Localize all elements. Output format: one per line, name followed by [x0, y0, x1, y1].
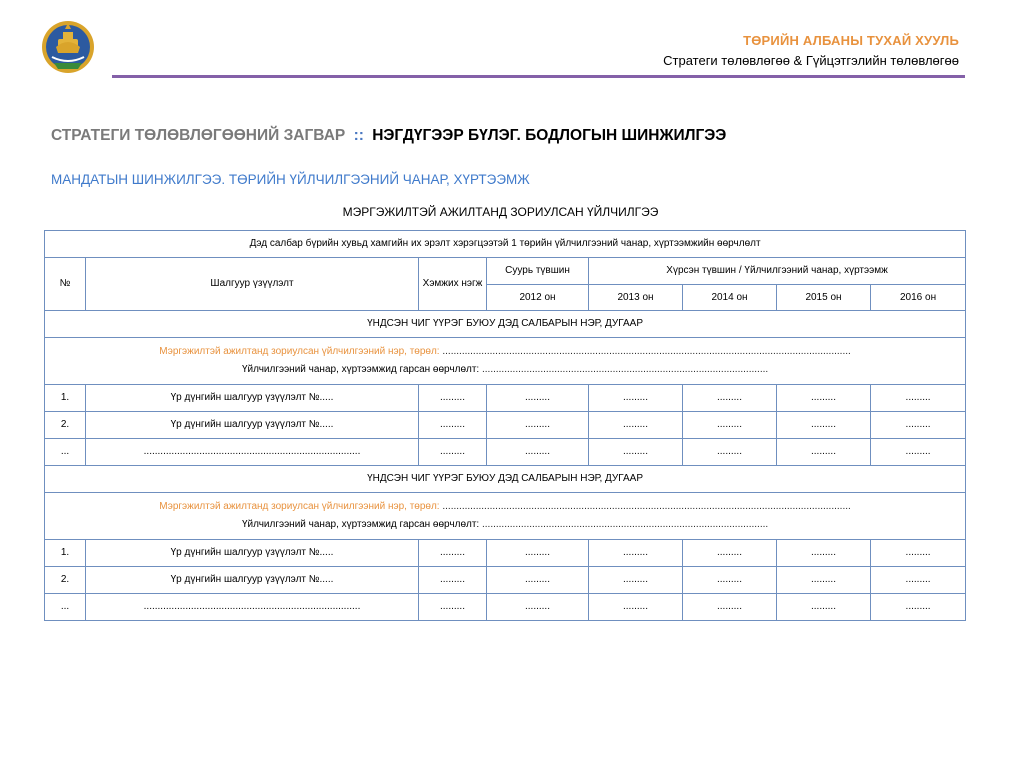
section-subtitle: МАНДАТЫН ШИНЖИЛГЭЭ. ТӨРИЙН ҮЙЛЧИЛГЭЭНИЙ ЧАНАР, ХҮРТЭЭМЖ	[51, 172, 530, 187]
row-value-2013: .........	[589, 412, 683, 439]
header-subtitle: Стратеги төлөвлөгөө & Гүйцэтгэлийн төлөвлөгөө	[663, 53, 959, 68]
row-value-2016: .........	[871, 567, 966, 594]
table-row	[45, 594, 966, 621]
row-value-2012: .........	[487, 412, 589, 439]
row-unit: .........	[419, 594, 487, 621]
row-value-2015: .........	[777, 412, 871, 439]
header-title: ТӨРИЙН АЛБАНЫ ТУХАЙ ХУУЛЬ	[743, 33, 959, 48]
service-change-line	[48, 519, 962, 531]
section-heading: ҮНДСЭН ЧИГ ҮҮРЭГ БУЮУ ДЭД САЛБАРЫН НЭР, ДУГААР	[45, 311, 966, 338]
table-row	[45, 540, 966, 567]
table-row	[45, 439, 966, 466]
table-row	[45, 567, 966, 594]
row-value-2016: .........	[871, 540, 966, 567]
table-caption: МЭРГЭЖИЛТЭЙ АЖИЛТАНД ЗОРИУЛСАН ҮЙЛЧИЛГЭЭ	[342, 205, 659, 219]
col-header-number: №	[45, 258, 86, 311]
page-title	[51, 127, 726, 145]
row-value-2014: .........	[683, 594, 777, 621]
year-2015: 2015 он	[777, 285, 871, 311]
service-change-blank: .......................................................................................................	[481, 519, 769, 530]
row-unit: .........	[419, 412, 487, 439]
col-header-base: Суурь түвшин	[487, 258, 589, 285]
row-value-2012: .........	[487, 540, 589, 567]
service-change-blank: .......................................................................................................	[481, 364, 769, 375]
row-value-2015: .........	[777, 385, 871, 412]
row-value-2014: .........	[683, 412, 777, 439]
col-header-indicator: Шалгуур үзүүлэлт	[86, 258, 419, 311]
row-unit: .........	[419, 540, 487, 567]
page-title-part2: НЭГДҮГЭЭР БҮЛЭГ. БОДЛОГЫН ШИНЖИЛГЭЭ	[372, 127, 727, 144]
row-value-2014: .........	[683, 540, 777, 567]
row-number: 1.	[45, 385, 86, 412]
row-number: 2.	[45, 412, 86, 439]
section-info	[45, 493, 966, 540]
section-info	[45, 338, 966, 385]
row-value-2015: .........	[777, 439, 871, 466]
row-indicator: Үр дүнгийн шалгуур үзүүлэлт №.....	[86, 412, 419, 439]
row-value-2016: .........	[871, 439, 966, 466]
row-value-2013: .........	[589, 594, 683, 621]
row-indicator: Үр дүнгийн шалгуур үзүүлэлт №.....	[86, 567, 419, 594]
service-name-line	[48, 501, 962, 513]
page-title-part1: СТРАТЕГИ ТӨЛӨВЛӨГӨӨНИЙ ЗАГВАР	[51, 127, 346, 144]
service-change-label: Үйлчилгээний чанар, хүртээмжид гарсан өөрчлөлт:	[241, 519, 480, 530]
page-title-separator: ::	[353, 127, 364, 144]
service-change-line	[48, 364, 962, 376]
row-value-2012: .........	[487, 439, 589, 466]
row-value-2013: .........	[589, 567, 683, 594]
row-value-2014: .........	[683, 567, 777, 594]
row-indicator: ..............................................................................	[86, 439, 419, 466]
row-number: ...	[45, 594, 86, 621]
row-number: 1.	[45, 540, 86, 567]
year-2014: 2014 он	[683, 285, 777, 311]
row-value-2016: .........	[871, 594, 966, 621]
row-number: 2.	[45, 567, 86, 594]
row-value-2016: .........	[871, 385, 966, 412]
row-unit: .........	[419, 385, 487, 412]
row-value-2015: .........	[777, 594, 871, 621]
service-name-label: Мэргэжилтэй ажилтанд зориулсан үйлчилгээний нэр, төрөл:	[159, 346, 440, 357]
header-divider	[112, 75, 965, 78]
year-2013: 2013 он	[589, 285, 683, 311]
row-unit: .........	[419, 439, 487, 466]
table-row	[45, 412, 966, 439]
row-indicator: Үр дүнгийн шалгуур үзүүлэлт №.....	[86, 540, 419, 567]
service-name-blank: ...................................................................................................................................................	[442, 346, 851, 357]
row-number: ...	[45, 439, 86, 466]
service-name-line	[48, 346, 962, 358]
section-heading: ҮНДСЭН ЧИГ ҮҮРЭГ БУЮУ ДЭД САЛБАРЫН НЭР, ДУГААР	[45, 466, 966, 493]
row-value-2016: .........	[871, 412, 966, 439]
service-change-label: Үйлчилгээний чанар, хүртээмжид гарсан өөрчлөлт:	[241, 364, 480, 375]
col-header-unit: Хэмжих нэгж	[419, 258, 487, 311]
state-emblem-icon	[40, 17, 96, 79]
row-value-2012: .........	[487, 594, 589, 621]
row-value-2012: .........	[487, 567, 589, 594]
row-value-2014: .........	[683, 385, 777, 412]
row-indicator: ..............................................................................	[86, 594, 419, 621]
row-unit: .........	[419, 567, 487, 594]
service-quality-table	[44, 230, 966, 621]
row-value-2015: .........	[777, 567, 871, 594]
year-2012: 2012 он	[487, 285, 589, 311]
col-header-target: Хүрсэн түвшин / Үйлчилгээний чанар, хүртээмж	[589, 258, 966, 285]
row-value-2013: .........	[589, 385, 683, 412]
row-value-2013: .........	[589, 439, 683, 466]
table-top-header: Дэд салбар бүрийн хувьд хамгийн их эрэлт хэрэгцээтэй 1 төрийн үйлчилгээний чанар, хүртээмжийн өөрчлөлт	[45, 231, 966, 258]
table-row	[45, 385, 966, 412]
row-indicator: Үр дүнгийн шалгуур үзүүлэлт №.....	[86, 385, 419, 412]
row-value-2012: .........	[487, 385, 589, 412]
service-name-blank: ...................................................................................................................................................	[442, 501, 851, 512]
row-value-2014: .........	[683, 439, 777, 466]
year-2016: 2016 он	[871, 285, 966, 311]
service-name-label: Мэргэжилтэй ажилтанд зориулсан үйлчилгээний нэр, төрөл:	[159, 501, 440, 512]
row-value-2015: .........	[777, 540, 871, 567]
row-value-2013: .........	[589, 540, 683, 567]
